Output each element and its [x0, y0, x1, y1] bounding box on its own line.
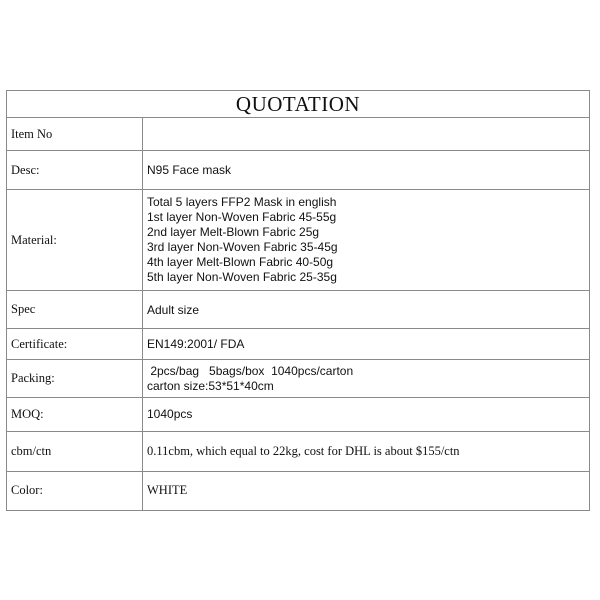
table-row	[7, 398, 590, 431]
material-line: Total 5 layers FFP2 Mask in english	[147, 195, 337, 210]
table-row	[7, 118, 590, 151]
row-value-desc: N95 Face mask	[143, 151, 590, 190]
packing-line: 2pcs/bag 5bags/box 1040pcs/carton	[147, 363, 354, 378]
quotation-title: QUOTATION	[7, 91, 590, 118]
table-row	[7, 329, 590, 360]
row-value-certificate: EN149:2001/ FDA	[143, 329, 590, 360]
row-value-moq: 1040pcs	[143, 398, 590, 431]
row-value-item-no	[143, 118, 590, 151]
row-label-packing: Packing:	[7, 360, 143, 398]
row-label-item-no: Item No	[7, 118, 143, 151]
table-row	[7, 360, 590, 398]
row-value-cbm: 0.11cbm, which equal to 22kg, cost for DHL is about $155/ctn	[143, 431, 590, 471]
title-row	[7, 91, 590, 118]
quotation-table	[6, 90, 590, 511]
row-value-packing	[143, 360, 590, 398]
row-value-color: WHITE	[143, 471, 590, 510]
material-line: 3rd layer Non-Woven Fabric 35-45g	[147, 240, 338, 255]
material-line: 5th layer Non-Woven Fabric 25-35g	[147, 270, 337, 285]
table-row	[7, 190, 590, 290]
table-row	[7, 151, 590, 190]
row-label-moq: MOQ:	[7, 398, 143, 431]
table-row	[7, 290, 590, 328]
table-row	[7, 471, 590, 510]
row-label-material: Material:	[7, 190, 143, 290]
table-row	[7, 431, 590, 471]
material-line: 4th layer Melt-Blown Fabric 40-50g	[147, 255, 334, 270]
row-value-spec: Adult size	[143, 290, 590, 328]
row-value-material	[143, 190, 590, 290]
material-line: 2nd layer Melt-Blown Fabric 25g	[147, 225, 320, 240]
row-label-desc: Desc:	[7, 151, 143, 190]
packing-line: carton size:53*51*40cm	[147, 378, 274, 393]
row-label-certificate: Certificate:	[7, 329, 143, 360]
row-label-color: Color:	[7, 471, 143, 510]
row-label-cbm: cbm/ctn	[7, 431, 143, 471]
material-line: 1st layer Non-Woven Fabric 45-55g	[147, 210, 337, 225]
row-label-spec: Spec	[7, 290, 143, 328]
